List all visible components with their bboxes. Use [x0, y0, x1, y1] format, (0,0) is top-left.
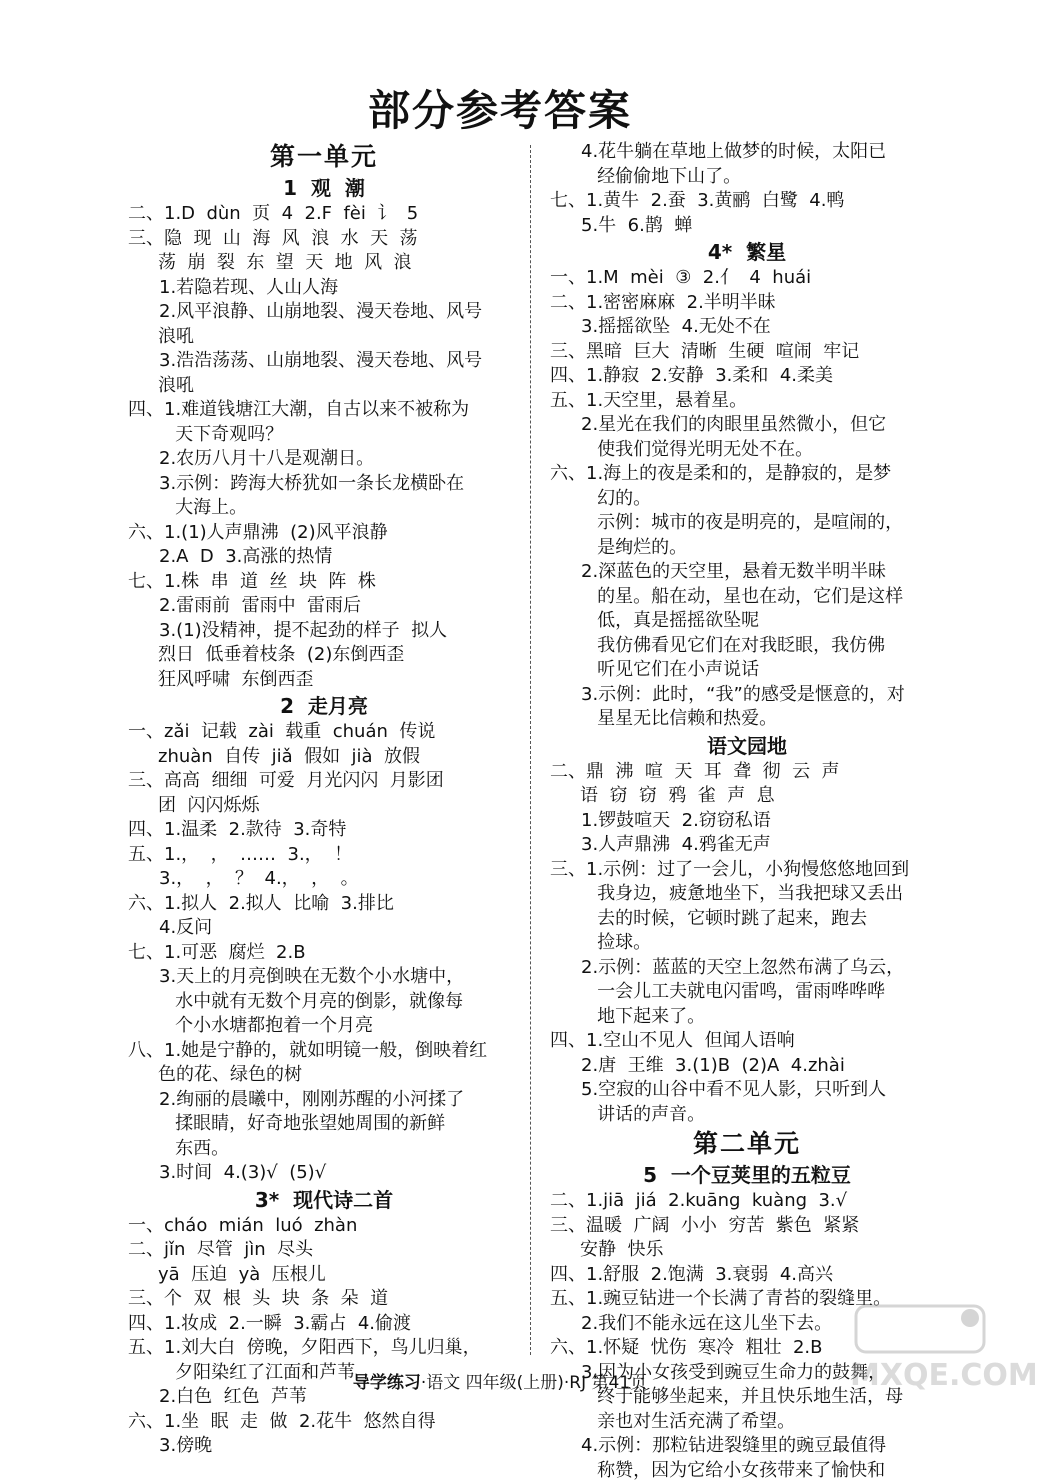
- right-column: [550, 140, 944, 1483]
- footer-text: ·语文 四年级(上册)·RJ 第41页: [421, 1373, 647, 1393]
- answer-line: 烈日 低垂着枝条 (2)东倒西歪: [128, 643, 520, 668]
- answer-line: zhuàn 自传 jiǎ 假如 jià 放假: [128, 745, 520, 770]
- answer-line: 一、cháo mián luó zhàn: [128, 1214, 520, 1239]
- column-divider: [530, 145, 531, 1355]
- answer-line: 2.我们不能永远在这儿坐下去。: [550, 1312, 944, 1337]
- answer-line: 六、1.(1)人声鼎沸 (2)风平浪静: [128, 521, 520, 546]
- answer-line: 水中就有无数个月亮的倒影，就像每: [128, 990, 520, 1015]
- answer-line: 东西。: [128, 1137, 520, 1162]
- answer-line: 是绚烂的。: [550, 536, 944, 561]
- answer-line: 2.深蓝色的天空里，悬着无数半明半昧: [550, 560, 944, 585]
- lesson-heading: 2 走月亮: [128, 692, 520, 720]
- answer-line: 幻的。: [550, 487, 944, 512]
- answer-line: 星星无比信赖和热爱。: [550, 707, 944, 732]
- answer-line: 经偷偷地下山了。: [550, 165, 944, 190]
- answer-line: 二、鼎 沸 喧 天 耳 聋 彻 云 声: [550, 760, 944, 785]
- answer-line: 2.白色 红色 芦苇: [128, 1385, 520, 1410]
- answer-line: 四、1.空山不见人 但闻人语响: [550, 1029, 944, 1054]
- watermark-logo: [850, 1298, 990, 1408]
- answer-line: 六、1.拟人 2.拟人 比喻 3.排比: [128, 892, 520, 917]
- answer-line: 2.A D 3.高涨的热情: [128, 545, 520, 570]
- answer-line: 2.星光在我们的肉眼里虽然微小，但它: [550, 413, 944, 438]
- answer-line: 六、1.坐 眠 走 做 2.花牛 悠然自得: [128, 1410, 520, 1435]
- answer-line: 去的时候，它顿时跳了起来，跑去: [550, 907, 944, 932]
- answer-line: 四、1.温柔 2.款待 3.奇特: [128, 818, 520, 843]
- answer-line: 八、1.她是宁静的，就如明镜一般，倒映着红: [128, 1039, 520, 1064]
- answer-line: 七、1.黄牛 2.蚕 3.黄鹂 白鹭 4.鸭: [550, 189, 944, 214]
- answer-line: 5.牛 6.鹊 蝉: [550, 214, 944, 239]
- answer-line: 荡 崩 裂 东 望 天 地 风 浪: [128, 251, 520, 276]
- answer-line: 讲话的声音。: [550, 1103, 944, 1128]
- answer-line: 六、1.海上的夜是柔和的，是静寂的，是梦: [550, 462, 944, 487]
- answer-line: 一会儿工夫就电闪雷鸣，雷雨哗哗哗: [550, 980, 944, 1005]
- answer-line: 4.示例：那粒钻进裂缝里的豌豆最值得: [550, 1434, 944, 1459]
- page-title: 部分参考答案: [0, 78, 1000, 138]
- watermark-badge-icon: [850, 1298, 990, 1358]
- answer-line: 三、黑暗 巨大 清晰 生硬 喧闹 牢记: [550, 340, 944, 365]
- answer-line: 4.反问: [128, 916, 520, 941]
- answer-line: 一、zǎi 记载 zài 载重 chuán 传说: [128, 720, 520, 745]
- answer-line: 三、个 双 根 头 块 条 朵 道: [128, 1287, 520, 1312]
- answer-line: 3.(1)没精神，提不起劲的样子 拟人: [128, 619, 520, 644]
- answer-line: 浪吼: [128, 325, 520, 350]
- answer-line: 六、1.怀疑 忧伤 寒冷 粗壮 2.B: [550, 1336, 944, 1361]
- answer-line: 听见它们在小声说话: [550, 658, 944, 683]
- answer-line: 四、1.舒服 2.饱满 3.衰弱 4.高兴: [550, 1263, 944, 1288]
- answer-line: 二、1.jiā jiá 2.kuāng kuàng 3.√: [550, 1189, 944, 1214]
- answer-line: 3.示例：跨海大桥犹如一条长龙横卧在: [128, 472, 520, 497]
- answer-line: 5.空寂的山谷中看不见人影，只听到人: [550, 1078, 944, 1103]
- answer-line: 3.傍晚: [128, 1434, 520, 1459]
- answer-line: 语 窃 窃 鸦 雀 声 息: [550, 784, 944, 809]
- answer-line: 三、1.示例：过了一会儿，小狗慢悠悠地回到: [550, 858, 944, 883]
- left-column: [128, 140, 520, 1459]
- answer-line: 天下奇观吗？: [128, 423, 520, 448]
- answer-line: 3.人声鼎沸 4.鸦雀无声: [550, 833, 944, 858]
- answer-line: 夕阳染红了江面和芦苇: [128, 1361, 520, 1386]
- answer-line: 亲也对生活充满了希望。: [550, 1410, 944, 1435]
- lesson-heading: 5 一个豆荚里的五粒豆: [550, 1161, 944, 1189]
- answer-line: 五、1.豌豆钻进一个长满了青苔的裂缝里。: [550, 1287, 944, 1312]
- watermark-text: MXQE.COM: [850, 1358, 1038, 1393]
- answer-line: 三、高高 细细 可爱 月光闪闪 月影团: [128, 769, 520, 794]
- answer-line: yā 压迫 yà 压根儿: [128, 1263, 520, 1288]
- answer-line: 终于能够坐起来，并且快乐地生活，母: [550, 1385, 944, 1410]
- answer-line: 二、jǐn 尽管 jìn 尽头: [128, 1238, 520, 1263]
- lesson-heading: 语文园地: [550, 732, 944, 760]
- answer-line: 狂风呼啸 东倒西歪: [128, 668, 520, 693]
- answer-line: 七、1.株 串 道 丝 块 阵 株: [128, 570, 520, 595]
- answer-line: 3.天上的月亮倒映在无数个小水塘中，: [128, 965, 520, 990]
- answer-line: 二、1.密密麻麻 2.半明半昧: [550, 291, 944, 316]
- answer-line: 二、1.D dùn 页 4 2.F fèi 讠 5: [128, 202, 520, 227]
- answer-line: 捡球。: [550, 931, 944, 956]
- answer-line: 三、温暖 广阔 小小 穷苦 紫色 紧紧: [550, 1214, 944, 1239]
- answer-line: 1.若隐若现、人山人海: [128, 276, 520, 301]
- lesson-heading: 4* 繁星: [550, 238, 944, 266]
- answer-line: 3.示例：此时，“我”的感受是惬意的，对: [550, 683, 944, 708]
- answer-line: 2.绚丽的晨曦中，刚刚苏醒的小河揉了: [128, 1088, 520, 1113]
- answer-line: 我仿佛看见它们在对我眨眼，我仿佛: [550, 634, 944, 659]
- answer-line: 浪吼: [128, 374, 520, 399]
- answer-line: 色的花、绿色的树: [128, 1063, 520, 1088]
- unit-heading: 第一单元: [128, 140, 520, 174]
- answer-line: 4.花牛躺在草地上做梦的时候，太阳已: [550, 140, 944, 165]
- answer-line: 五、1.刘大白 傍晚，夕阳西下，鸟儿归巢，: [128, 1336, 520, 1361]
- lesson-heading: 3* 现代诗二首: [128, 1186, 520, 1214]
- answer-line: 个小水塘都抱着一个月亮: [128, 1014, 520, 1039]
- answer-line: 2.风平浪静、山崩地裂、漫天卷地、风号: [128, 300, 520, 325]
- answer-line: 我身边，疲惫地坐下，当我把球又丢出: [550, 882, 944, 907]
- answer-line: 3.摇摇欲坠 4.无处不在: [550, 315, 944, 340]
- answer-line: 安静 快乐: [550, 1238, 944, 1263]
- answer-line: 五、1.， ， …… 3.， ！: [128, 843, 520, 868]
- answer-line: 五、1.天空里，悬着星。: [550, 389, 944, 414]
- answer-line: 2.唐 王维 3.(1)B (2)A 4.zhài: [550, 1054, 944, 1079]
- answer-line: 三、隐 现 山 海 风 浪 水 天 荡: [128, 227, 520, 252]
- answer-line: 四、1.静寂 2.安静 3.柔和 4.柔美: [550, 364, 944, 389]
- lesson-heading: 1 观 潮: [128, 174, 520, 202]
- answer-line: 低，真是摇摇欲坠呢: [550, 609, 944, 634]
- answer-line: 的星。船在动，星也在动，它们是这样: [550, 585, 944, 610]
- answer-line: 3.因为小女孩受到豌豆生命力的鼓舞，: [550, 1361, 944, 1386]
- answer-line: 揉眼睛，好奇地张望她周围的新鲜: [128, 1112, 520, 1137]
- answer-line: 3.时间 4.(3)√ (5)√: [128, 1161, 520, 1186]
- answer-line: 团 闪闪烁烁: [128, 794, 520, 819]
- answer-line: 一、1.M mèi ③ 2.亻 4 huái: [550, 266, 944, 291]
- answer-line: 1.锣鼓喧天 2.窃窃私语: [550, 809, 944, 834]
- answer-line: 2.农历八月十八是观潮日。: [128, 447, 520, 472]
- answer-line: 示例：城市的夜是明亮的，是喧闹的，: [550, 511, 944, 536]
- answer-line: 2.示例：蓝蓝的天空上忽然布满了乌云，: [550, 956, 944, 981]
- answer-line: 称赞，因为它给小女孩带来了愉快和: [550, 1459, 944, 1483]
- answer-line: 3.， ， ？ 4.， ， 。: [128, 867, 520, 892]
- answer-line: 地下起来了。: [550, 1005, 944, 1030]
- answer-line: 2.雷雨前 雷雨中 雷雨后: [128, 594, 520, 619]
- answer-line: 大海上。: [128, 496, 520, 521]
- answer-line: 四、1.妆成 2.一瞬 3.霸占 4.偷渡: [128, 1312, 520, 1337]
- answer-line: 使我们觉得光明无处不在。: [550, 438, 944, 463]
- answer-line: 3.浩浩荡荡、山崩地裂、漫天卷地、风号: [128, 349, 520, 374]
- answer-line: 四、1.难道钱塘江大潮，自古以来不被称为: [128, 398, 520, 423]
- unit-heading: 第二单元: [550, 1127, 944, 1161]
- footer-brand: 导学练习: [353, 1373, 421, 1393]
- answer-line: 七、1.可恶 腐烂 2.B: [128, 941, 520, 966]
